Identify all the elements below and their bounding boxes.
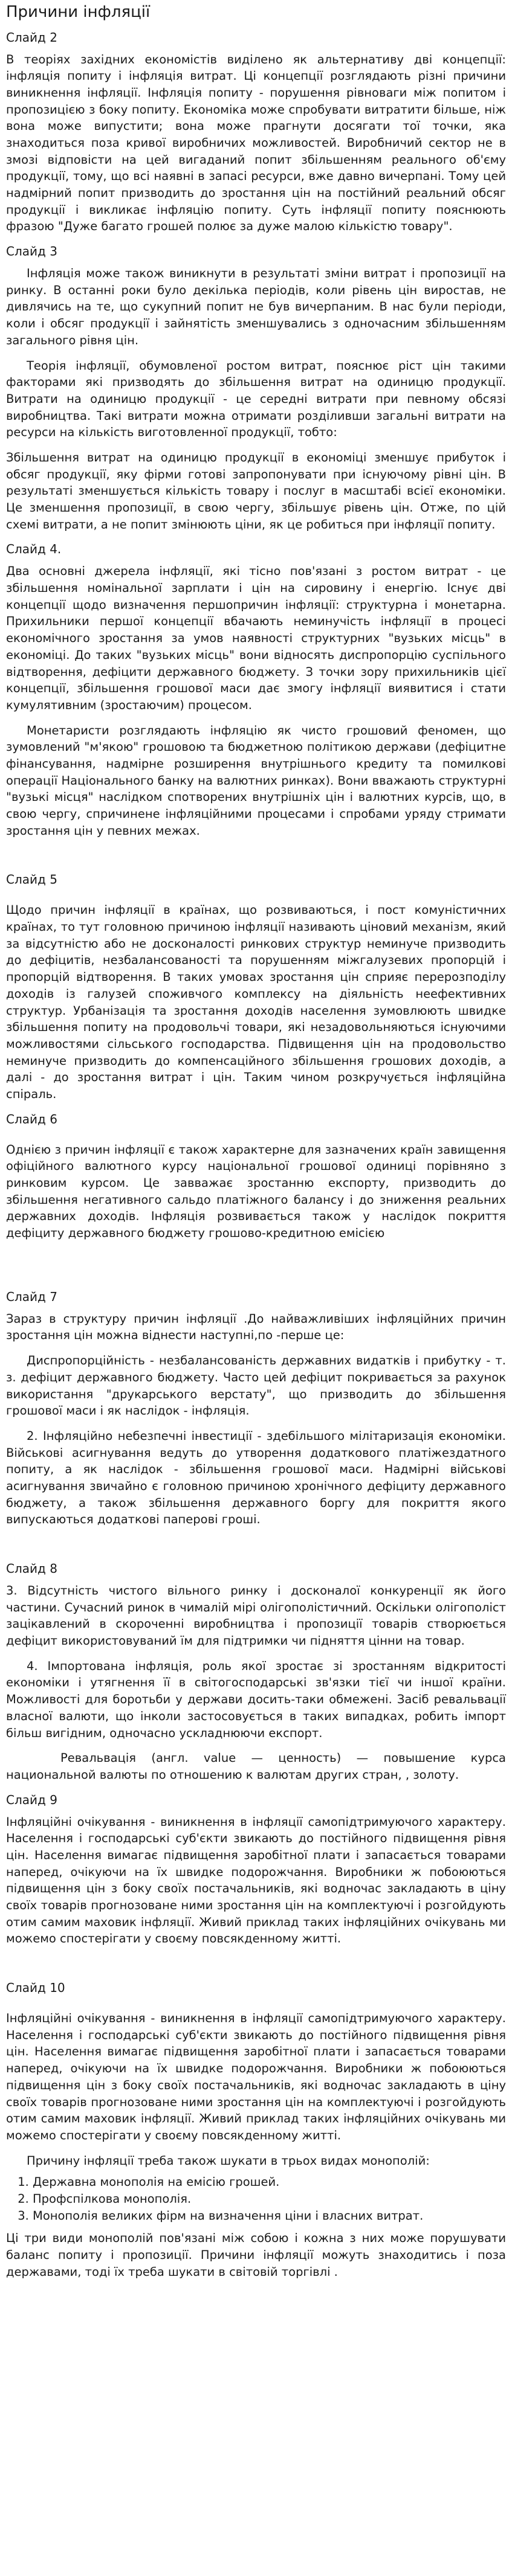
- list-item: 3. Монополія великих фірм на визначення ціни і власних витрат.: [33, 2208, 506, 2224]
- slide-6-label: Слайд 6: [6, 1111, 57, 1126]
- slide-9-text: Інфляційні очікування - виникнення в інфляції самопідтримуючого характеру. Населення і господарські суб'єкти звикають до постійного підвищення рівня цін. Населення вимагає підвищення заробітної плати і запасається товарами наперед, очікуючи на їх швидке подорожчання. Виробники ж побоюються підвищення цін з боку своїх постачальників, які водночас закладають в ціну своїх товарів прогнозоване ними зростання цін на комплектуючі і розгойдують отим самим маховик інфляції. Живий приклад таких інфляційних очікувань ми можемо спостерігати у своєму повсякденному житті.: [6, 1814, 506, 1946]
- page-title: Причини інфляції: [6, 3, 151, 21]
- slide-10-paragraph-1: Інфляційні очікування - виникнення в інфляції самопідтримуючого характеру. Населення і господарські суб'єкти звикають до постійного підвищення рівня цін. Населення вимагає підвищення заробітної плати і запасається товарами наперед, очікуючи на їх швидке подорожчання. Виробники ж побоюються підвищення цін з боку своїх постачальників, які водночас закладають в ціну своїх товарів прогнозоване ними зростання цін на комплектуючі і розгойдують отим самим маховик інфляції. Живий приклад таких інфляційних очікувань ми можемо спостерігати у своєму повсякденному житті.: [6, 2011, 506, 2142]
- slide-10-paragraph-3: Ці три види монополій пов'язані між собою і кожна з них може порушувати баланс попиту і пропозиції. Причини інфляції можуть знаходитись і поза державами, тоді їх треба шукати в світовій торгівлі .: [6, 2231, 506, 2279]
- slide-4-paragraph-1: Два основні джерела інфляції, які тісно пов'язані з ростом витрат - це збільшення номінальної зарплати і цін на сировину і енергію. Існує дві концепції щодо визначення першопричин інфляції: структурна і монетарна. Прихильники першої концепції вбачають неминучість інфляції в процесі економічного зростання за умов наявності структурних "вузьких місць" в економіці. До таких "вузьких місць" вони відносять диспропорцію суспільного відтворення, дефіцити державного бюджету. З точки зору прихильників цієї концепції, збільшення грошової маси дає змогу інфляції виявитися і стати кумулятивним (зростаючим) процесом.: [6, 564, 506, 712]
- slide-4-paragraph-2: Монетаристи розглядають інфляцію як чисто грошовий феномен, що зумовлений "м'якою" грошовою та бюджетною політикою держави (дефіцитне фінансування, надмірне розширення внутрішнього кредиту та помилкові операції Національного банку на валютних ринках). Вони вважають структурні "вузькі місця" наслідком спотворених внутрішніх цін і валютних курсів, що, в свою чергу, спричинене інфляційними процесами і спробами уряду стримати зростання цін у певних межах.: [6, 723, 506, 838]
- slide-7-paragraph-2: Диспропорційність - незбалансованість державних видатків і прибутку - т. з. дефіцит державного бюджету. Часто цей дефіцит покривається за рахунок використання "друкарського верстату", що призводить до збільшення грошової маси і як наслідок - інфляція.: [6, 1354, 506, 1418]
- slide-10-paragraph-2: Причину інфляції треба також шукати в трьох видах монополій:: [27, 2153, 430, 2168]
- slide-3-paragraph-2: Теорія інфляції, обумовленої ростом витрат, пояснює ріст цін такими факторами які призводять до збільшення витрат на одиницю продукції. Витрати на одиницю продукції - це середні витрати при певному обсязі виробництва. Такі витрати можна отримати розділивши загальні витрати на ресурси на кількість виготовленної продукції, тобто:: [6, 358, 506, 440]
- slide-2-text: В теоріях західних економістів виділено як альтернативу дві концепції: інфляція попиту і інфляція витрат. Ці концепції розглядають різні причини виникнення інфляції. Інфляція попиту - порушення рівноваги між попитом і пропозицією з боку попиту. Економіка може спробувати витратити більше, ніж вона може випустити; вона може прагнути досягати тої точки, яка знаходиться поза кривої виробничих можливостей. Виробничий сектор не в змозі відповісти на цей вигаданий попит збільшенням реального об'єму продукції, тому, що всі наявні в запасі ресурси, вже давно вичерпані. Тому цей надмірний попит призводить до зростання цін на постійний реальний обсяг продукції і викликає інфляцію попиту. Суть інфляції попиту пояснюють фразою "Дуже багато грошей полює за дуже малою кількістю товару".: [6, 52, 506, 234]
- slide-3-paragraph-3: Збільшення витрат на одиницю продукції в економіці зменшує прибуток і обсяг продукції, яку фірми готові запропонувати при існуючому рівні цін. В результаті зменшується кількість товару і послуг в масштабі всієї економіки. Це зменшення пропозиції, в свою чергу, збільшує рівень цін. Отже, по цій схемі витрати, а не попит змінюють ціни, як це робиться при інфляції попиту.: [6, 450, 506, 532]
- slide-3-paragraph-1: Інфляція може також виникнути в результаті зміни витрат і пропозиції на ринку. В останні роки було декілька періодів, коли рівень цін виростав, не дивлячись на те, що сукупний попит не був вичерпаним. В нас були періоди, коли і обсяг продукції і зайнятість зменшувались з одночасним збільшенням загального рівня цін.: [6, 266, 506, 347]
- list-item: 1. Державна монополія на емісію грошей.: [33, 2174, 506, 2191]
- slide-5-text: Щодо причин інфляції в країнах, що розвиваються, і пост комуністичних країнах, то тут головною причиною інфляції називають ціновий механізм, який за відсутністю або не досконалості ринкових структур неминуче призводить до дефіцитів, незбалансованості та порушенням міжгалузевих пропорцій і пропорцій відтворення. В таких умовах зростання цін сприяє перерозподілу доходів із галузей споживчого комплексу на діяльність неефективних структур. Урбанізація та зростання доходів населення зумовлюють швидке збільшення попиту на продовольчі товари, які незадовольняються існуючими можливостями сільського господарства. Підвищення цін на продовольство неминуче призводить до компенсаційного збільшення грошових доходів, а далі - до зростання витрат і цін. Таким чином розкручується інфляційна спіраль.: [6, 903, 506, 1101]
- slide-8-paragraph-1: 3. Відсутність чистого вільного ринку і досконалої конкуренції як його частини. Сучасний ринок в чималій мірі олігополістичний. Оскільки олігополіст зацікавлений в скороченні виробництва і пропозиції товарів створюється дефіцит використовуваний їм для підтримки чи підняття цінни на товар.: [6, 1584, 506, 1648]
- slide-8-label: Слайд 8: [6, 1561, 57, 1576]
- slide-4-label: Слайд 4.: [6, 542, 62, 557]
- slide-10-label: Слайд 10: [6, 1980, 65, 1996]
- slide-6-text: Однією з причин інфляції є також характерне для зазначених країн завищення офіційного валютного курсу національної грошової одиниці порівняно з ринковим курсом. Це завважає зростанню експорту, призводить до збільшення негативного сальдо платіжного балансу і до зниження реальних державних доходів. Інфляція розвивається також у наслідок покриття дефіциту державного бюджету грошово-кредитною емісією: [6, 1142, 506, 1241]
- slide-9-label: Слайд 9: [6, 1792, 57, 1807]
- monopoly-list: [6, 2174, 506, 2224]
- slide-8-paragraph-3: Ревальвація (англ. value — ценность) — повышение курса национальной валюты по отношению к валютам других стран, , золоту.: [6, 1751, 506, 1782]
- slide-8-paragraph-2: 4. Імпортована інфляція, роль якої зростає зі зростанням відкритості економіки і утягнення її в світогосподарські зв'язки тієї чи іншої країни. Можливості для боротьби у держави досить-таки обмежені. Засіб ревальвації власної валюти, що інколи застосовується в таких випадках, робить імпорт більш вигідним, одночасно ускладнюючи експорт.: [6, 1659, 506, 1740]
- slide-7-label: Слайд 7: [6, 1289, 57, 1304]
- list-item: 2. Профспілкова монополія.: [33, 2191, 506, 2208]
- slide-7-paragraph-3: 2. Інфляційно небезпечні інвестиції - здебільшого мілітаризація економіки. Військові асигнування ведуть до утворення додаткового платіжездатного попиту, а як наслідок - збільшення грошової маси. Надмірні військові асигнування звичайно є головною причиною хронічного дефіциту державного бюджету, а також збільшення державного боргу для покриття якого випускаються додаткові паперові гроші.: [6, 1428, 506, 1527]
- slide-2-label: Слайд 2: [6, 30, 57, 45]
- slide-3-label: Слайд 3: [6, 244, 57, 259]
- slide-5-label: Слайд 5: [6, 872, 57, 887]
- slide-7-paragraph-1: Зараз в структуру причин інфляції .До найважливіших інфляційних причин зростання цін можна віднести наступні,по -перше це:: [6, 1311, 506, 1343]
